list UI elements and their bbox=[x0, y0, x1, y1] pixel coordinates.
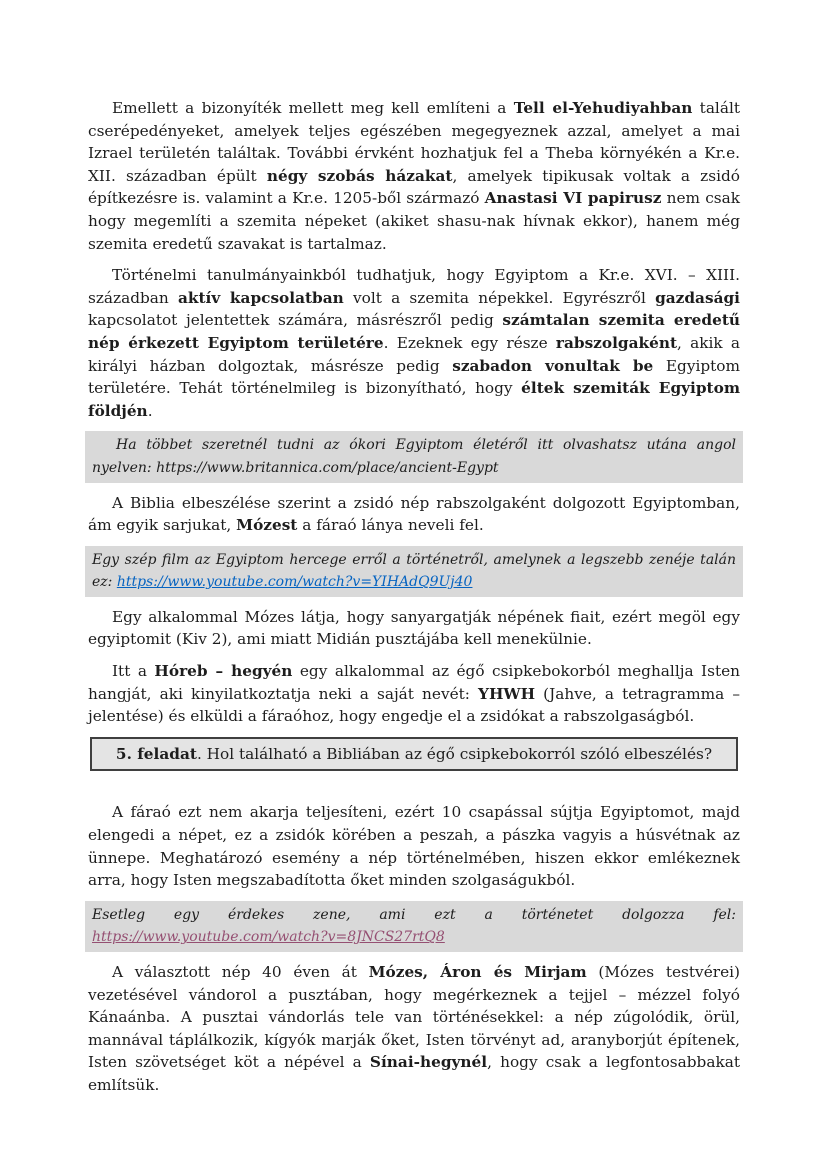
paragraph-desert-wandering bbox=[88, 961, 740, 1097]
text-run: talált cserépedényeket, amelyek teljes egészében megegyeznek azzal, amelyet a mai Izrael területén találtak. További érvként hozhatjuk fel a Theba környékén a Kr.e. XII. században épült bbox=[88, 99, 740, 185]
bold-term-semitic-people-arrived: számtalan szemita eredetű nép érkezett Egyiptom területére bbox=[88, 311, 741, 352]
paragraph-archaeological-evidence bbox=[88, 97, 740, 255]
text-run: Történelmi tanulmányainkból tudhatjuk, hogy Egyiptom a Kr.e. XVI. – XIII. században bbox=[88, 266, 740, 307]
text-run: . bbox=[147, 401, 153, 420]
note-text: Ha többet szeretnél tudni az ókori Egyiptom életéről itt olvashatsz utána angol nyelven: bbox=[92, 437, 736, 476]
text-run: nem csak hogy megemlíti a szemita népeket (akiket shasu-nak hívnak ekkor), hanem még szemita eredetű szavakat is tartalmaz. bbox=[88, 189, 740, 253]
text-run: Egyiptom területére. Tehát történelmileg is bizonyítható, hogy bbox=[88, 356, 741, 398]
task-box-5 bbox=[90, 737, 738, 772]
paragraph-bible-moses bbox=[88, 492, 740, 537]
text-run: Egy alkalommal Mózes látja, hogy sanyargatják népének fiait, ezért megöl egy egyiptomit (Kiv 2), ami miatt Midián pusztájába kell menekülnie. bbox=[88, 607, 740, 649]
task-question: . Hol található a Bibliában az égő csipkebokorról szóló elbeszélés? bbox=[196, 744, 713, 763]
text-run: , hogy csak a legfontosabbakat említsük. bbox=[88, 1053, 740, 1094]
text-run: A Biblia elbeszélése szerint a zsidó nép rabszolgaként dolgozott Egyiptomban, ám egyik sarjukat, bbox=[88, 493, 740, 535]
info-box-prince-of-egypt bbox=[85, 546, 743, 597]
bold-term-four-room-houses: négy szobás házakat bbox=[266, 166, 453, 185]
text-run: , amelyek tipikusak voltak a zsidó építkezésre is. valamint a Kr.e. 1205-ből származó bbox=[88, 166, 740, 208]
bold-term-semites-lived-in-egypt: éltek szemiták Egyiptom földjén bbox=[88, 379, 741, 420]
bold-term-economic: gazdasági bbox=[655, 288, 740, 307]
bold-term-moses-aron-mirjam: Mózes, Áron és Mirjam bbox=[368, 963, 587, 981]
text-run: A fáraó ezt nem akarja teljesíteni, ezért 10 csapással sújtja Egyiptomot, majd elengedi a népet, ez a zsidók körében a peszah, a pászka vagyis a húsvétnak az ünnepe. Meghatározó esemény a nép történelmében, hiszen ekkor emlékeznek arra, hogy Isten megszabadította őket minden szolgaságukból. bbox=[88, 803, 740, 890]
bold-term-anastasi-papyrus: Anastasi VI papirusz bbox=[484, 189, 662, 208]
note-text: Egy szép film az Egyiptom hercege erről a történetről, amelynek a legszebb zenéje talán ez: bbox=[92, 551, 736, 591]
text-run: , akik a királyi házban dolgoztak, másrésze pedig bbox=[88, 333, 740, 375]
text-run: Itt a bbox=[112, 662, 155, 681]
info-box-song bbox=[85, 901, 743, 952]
paragraph-horeb-yhwh bbox=[88, 660, 740, 728]
info-box-britannica bbox=[85, 431, 743, 482]
text-run: kapcsolatot jelentettek számára, másrészről pedig bbox=[88, 311, 503, 330]
youtube-link-song[interactable]: https://www.youtube.com/watch?v=8JNCS27rtQ8 bbox=[92, 929, 445, 946]
text-run: (Mózes testvérei) vezetésével vándorol a pusztában, hogy megérkeznek a tejjel – mézzel folyó Kánaánba. A pusztai vándorlás tele van történésekkel: a nép zúgolódik, örül, mannával táplálkozik, kígyók marják őket, Isten törvényt ad, aranyborjút építenek, Isten szövetséget köt a népével a bbox=[88, 963, 740, 1072]
bold-term-horeb: Hóreb – hegyén bbox=[154, 662, 293, 681]
task-number: 5. feladat bbox=[115, 744, 197, 763]
note-text: Esetleg egy érdekes zene, ami ezt a történetet dolgozza fel: bbox=[92, 906, 736, 923]
text-run: . Ezeknek egy része bbox=[383, 333, 556, 352]
bold-term-tell-el-yehudiyah: Tell el-Yehudiyahban bbox=[513, 99, 693, 117]
text-run: volt a szemita népekkel. Egyrészről bbox=[343, 288, 656, 307]
paragraph-historical-relations bbox=[88, 264, 740, 422]
britannica-link[interactable]: https://www.britannica.com/place/ancient-Egypt bbox=[156, 459, 499, 476]
youtube-link-prince-of-egypt[interactable]: https://www.youtube.com/watch?v=YIHAdQ9Uj40 bbox=[116, 574, 473, 591]
bold-term-yhwh: YHWH bbox=[478, 684, 536, 703]
text-run: A választott nép 40 éven át bbox=[112, 963, 369, 981]
text-run: (Jahve, a tetragramma – jelentése) és elküldi a fáraóhoz, hogy engedje el a zsidókat a rabszolgaságból. bbox=[88, 684, 740, 726]
bold-term-active-contact: aktív kapcsolatban bbox=[177, 288, 344, 307]
bold-term-entered-freely: szabadon vonultak be bbox=[452, 356, 654, 375]
bold-term-as-slaves: rabszolgaként bbox=[555, 333, 678, 352]
paragraph-moses-flees bbox=[88, 606, 740, 651]
text-run: egy alkalommal az égő csipkebokorból meghallja Isten hangját, aki kinyilatkoztatja neki a saját nevét: bbox=[88, 662, 740, 703]
bold-term-sinai: Sínai-hegynél bbox=[369, 1053, 488, 1072]
text-run: Emellett a bizonyíték mellett meg kell említeni a bbox=[112, 99, 514, 117]
bold-term-mozest: Mózest bbox=[236, 516, 298, 535]
text-run: a fáraó lánya neveli fel. bbox=[297, 516, 484, 535]
paragraph-ten-plagues bbox=[88, 801, 740, 891]
